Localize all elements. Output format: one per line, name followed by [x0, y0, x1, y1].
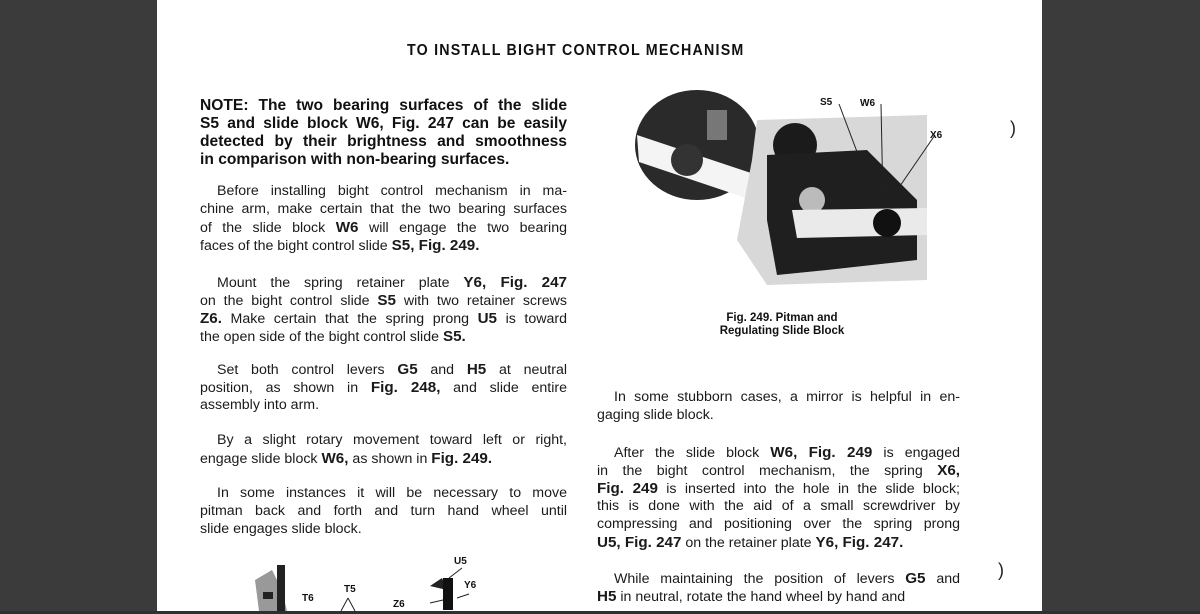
text-run: in neutral, rotate the hand wheel by hand and — [616, 589, 906, 605]
text-line — [200, 521, 567, 538]
text-run: faces of the bight control slide — [200, 238, 392, 254]
text-run: position, as shown in — [200, 380, 371, 396]
text-line — [200, 379, 567, 396]
text-line — [200, 133, 567, 151]
text-run: in the bight control mechanism, the spring — [597, 463, 938, 479]
label-w6: W6 — [860, 98, 875, 109]
text-run: In some stubborn cases, a mirror is helpful in en- — [614, 389, 960, 405]
text-run: as shown in — [348, 451, 432, 467]
text-run: S5 and slide block W6, Fig. 247 can be easily — [200, 115, 567, 132]
bold-reference: Fig. 249. — [431, 450, 493, 467]
bold-reference: Fig. 249 — [597, 480, 658, 497]
text-run: with two retainer screws — [395, 293, 567, 309]
text-run: chine arm, make certain that the two bearing surfaces — [200, 201, 567, 217]
text-line — [217, 432, 567, 449]
text-line — [200, 310, 567, 327]
bold-reference: S5. — [442, 328, 466, 345]
text-line — [200, 115, 567, 133]
label-u5: U5 — [454, 556, 467, 567]
text-run: is toward — [497, 311, 567, 327]
text-run: on the retainer plate — [681, 535, 816, 551]
bold-reference: U5 — [477, 310, 498, 327]
text-run: assembly into arm. — [200, 397, 320, 413]
text-run: Set both control levers — [217, 362, 398, 378]
text-line — [614, 570, 960, 587]
bold-reference: G5 — [905, 570, 926, 587]
bold-reference: W6, Fig. 249 — [770, 444, 873, 461]
text-run: and slide entire — [440, 380, 567, 396]
bold-reference: H5 — [597, 588, 617, 605]
text-run: and — [925, 571, 960, 587]
bold-reference: H5 — [466, 361, 487, 378]
text-line — [597, 498, 960, 515]
right-viewer-margin — [1042, 0, 1200, 611]
caption-line-1: Fig. 249. Pitman and — [726, 312, 838, 324]
text-run: on the bight control slide — [200, 293, 378, 309]
label-y6: Y6 — [464, 580, 477, 591]
text-run: While maintaining the position of levers — [614, 571, 906, 587]
text-line — [597, 534, 960, 551]
bold-reference: Y6, Fig. 247. — [815, 534, 904, 551]
text-run: compressing and positioning over the spring prong — [597, 516, 960, 532]
bold-reference: X6, — [937, 462, 960, 479]
text-run: Make certain that the spring prong — [221, 311, 478, 327]
text-run: By a slight rotary movement toward left or right, — [217, 432, 567, 448]
text-run: in comparison with non-bearing surfaces. — [200, 151, 510, 168]
text-run: In some instances it will be necessary to move — [217, 485, 567, 501]
text-run: pitman back and forth and turn hand wheel until — [200, 503, 567, 519]
text-line — [200, 328, 567, 345]
text-run: of the slide block — [200, 220, 336, 236]
text-run: this is done with the aid of a small screwdriver by — [597, 498, 960, 514]
scan-mark: ) — [1010, 118, 1016, 138]
bold-reference: S5 — [377, 292, 396, 309]
text-line — [200, 237, 567, 254]
caption-line-2: Regulating Slide Block — [719, 325, 845, 337]
text-line — [597, 588, 960, 605]
text-run: NOTE: The two bearing surfaces of the slide — [200, 97, 567, 114]
bold-reference: W6, — [321, 450, 349, 467]
text-line — [200, 503, 567, 520]
text-line — [217, 183, 567, 200]
left-viewer-margin — [0, 0, 157, 611]
text-line — [597, 480, 960, 497]
text-run: is engaged — [872, 445, 960, 461]
text-run: detected by their brightness and smoothness — [200, 133, 567, 150]
bold-reference: Fig. 248, — [370, 379, 441, 396]
label-z6: Z6 — [393, 599, 405, 610]
label-x6: X6 — [930, 130, 943, 141]
text-run: engage slide block — [200, 451, 322, 467]
text-line — [217, 485, 567, 502]
scan-mark: ) — [998, 560, 1004, 580]
text-line — [200, 151, 567, 169]
text-run: is inserted into the hole in the slide block; — [657, 481, 960, 497]
label-t5: T5 — [344, 584, 356, 595]
text-line — [217, 361, 567, 378]
page-title: TO INSTALL BIGHT CONTROL MECHANISM — [407, 42, 745, 59]
document-page — [157, 0, 1042, 611]
text-run: After the slide block — [614, 445, 771, 461]
text-line — [614, 389, 960, 406]
text-line — [217, 274, 567, 291]
figure-249-caption — [682, 312, 882, 338]
text-line — [200, 292, 567, 309]
text-line — [200, 219, 567, 236]
text-run: Mount the spring retainer plate — [217, 275, 464, 291]
figure-249-photo — [627, 90, 937, 295]
text-run: the open side of the bight control slide — [200, 329, 443, 345]
text-line — [597, 462, 960, 479]
text-run: slide engages slide block. — [200, 521, 362, 537]
text-line — [597, 407, 960, 424]
text-line — [597, 516, 960, 533]
bold-reference: Y6, Fig. 247 — [463, 274, 568, 291]
text-run: at neutral — [486, 362, 567, 378]
bold-reference: G5 — [397, 361, 418, 378]
text-line — [614, 444, 960, 461]
text-run: will engage the two bearing — [358, 220, 567, 236]
text-run: gaging slide block. — [597, 407, 714, 423]
text-line — [200, 397, 567, 414]
text-run: and — [417, 362, 467, 378]
bold-reference: U5, Fig. 247 — [597, 534, 682, 551]
text-line — [200, 450, 567, 467]
bold-reference: S5, Fig. 249. — [391, 237, 480, 254]
text-line — [200, 97, 567, 115]
label-t6: T6 — [302, 593, 314, 604]
text-line — [200, 201, 567, 218]
bold-reference: W6 — [335, 219, 359, 236]
bold-reference: Z6. — [200, 310, 222, 327]
text-run: Before installing bight control mechanism in ma- — [217, 183, 567, 199]
label-s5: S5 — [820, 97, 833, 108]
